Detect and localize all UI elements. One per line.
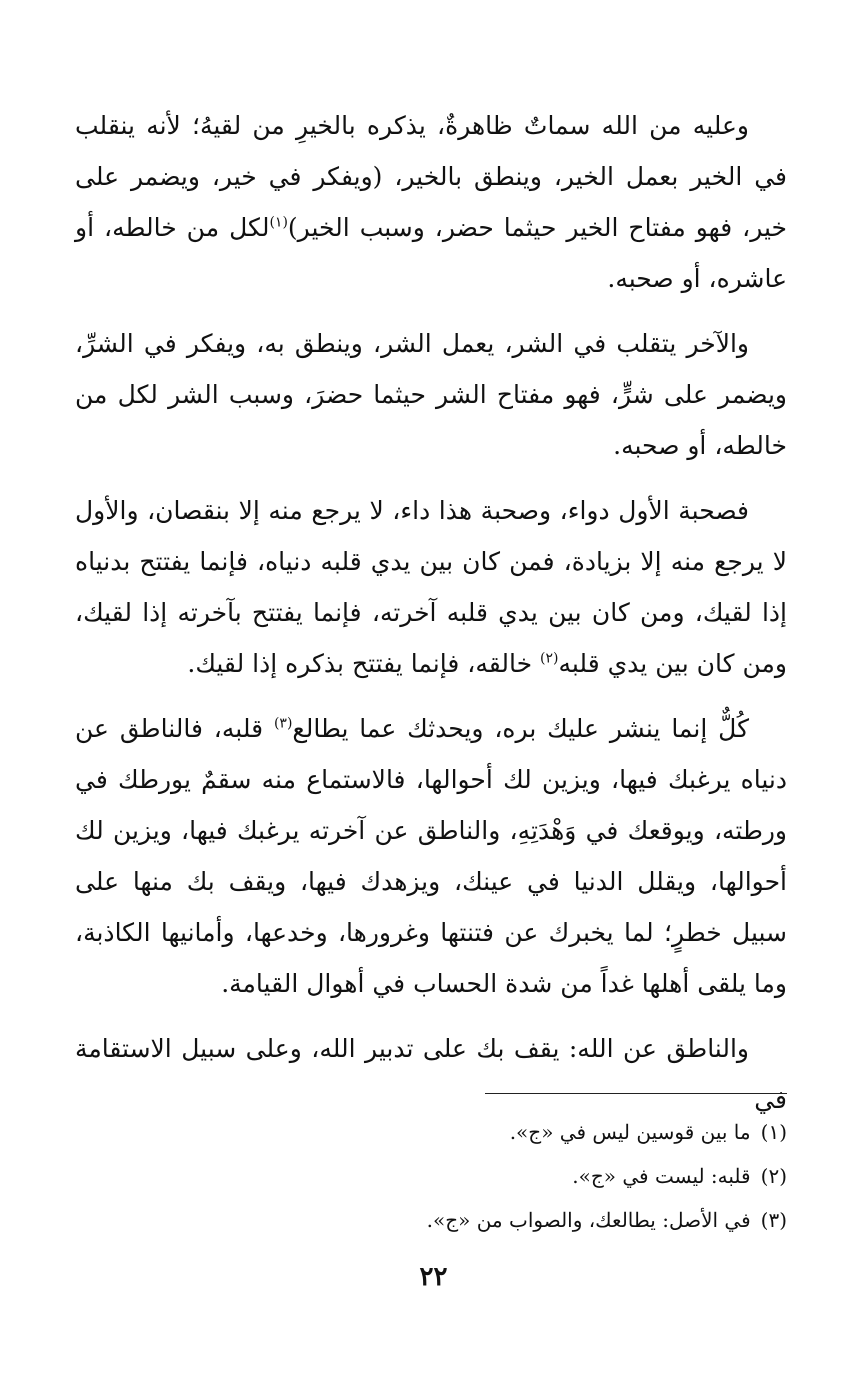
footnote-marker: (٢) [540,650,559,667]
footnote-marker: (٣) [273,715,293,732]
footnote-number: (١) [760,1120,787,1144]
paragraph-text: قلبه، فالناطق عن دنياه يرغبك فيها، ويزين لك أحوالها، فالاستماع منه سقمٌ يورطك في ورطته، ويوقعك في وَهْدَتِهِ، والناطق عن آخرته يرغبك فيها، ويزين لك أحوالها، ويقلل الدنيا في عينك، ويزهدك فيها، ويقف بك منها على سبيل خطرٍ؛ لما يخبرك عن فتنتها وغرورها، وخدعها، وأمانيها الكاذبة، وما يلقى أهلها غداً من شدة الحساب في أهوال القيامة. [75,714,787,998]
page-number: ٢٢ [419,1262,448,1292]
paragraph-text: خالقه، فإنما يفتتح بذكره إذا لقيك. [187,649,541,678]
footnotes [75,1110,787,1242]
footnote-1 [75,1110,787,1154]
paragraph-text: والناطق عن الله: يقف بك على تدبير الله، وعلى سبيل الاستقامة في [75,1034,787,1114]
footnote-marker: (١) [269,214,288,231]
paragraph-1 [75,100,787,304]
footnote-number: (٢) [760,1164,787,1188]
footnote-text: ما بين قوسين ليس في «ج». [509,1120,751,1144]
paragraph-text: فصحبة الأول دواء، وصحبة هذا داء، لا يرجع منه إلا بنقصان، والأول لا يرجع منه إلا بزيادة، فمن كان بين يدي قلبه دنياه، فإنما يفتتح بدنياه إذا لقيك، ومن كان بين يدي قلبه آخرته، فإنما يفتتح بآخرته إذا لقيك، ومن كان بين يدي قلبه [75,496,787,678]
footnote-text: في الأصل: يطالعك، والصواب من «ج». [426,1208,751,1232]
paragraph-text: لكل من خالطه، أو عاشره، أو صحبه. [75,213,787,293]
footnote-3 [75,1198,787,1242]
paragraph-text: وعليه من الله سماتٌ ظاهرةٌ، يذكره بالخيرِ من لقيهُ؛ لأنه ينقلب في الخير بعمل الخير، وينطق بالخير، (ويفكر في خير، ويضمر على خير، فهو مفتاح الخير حيثما حضر، وسبب الخير) [75,111,788,242]
main-text [75,100,787,1139]
footnote-text: قلبه: ليست في «ج». [572,1164,751,1188]
paragraph-text: كُلٌّ إنما ينشر عليك بره، ويحدثك عما يطالع [292,714,750,743]
paragraph-4 [75,703,787,1009]
footnote-2 [75,1154,787,1198]
paragraph-2 [75,318,787,471]
footnote-number: (٣) [760,1208,787,1232]
paragraph-3 [75,485,787,689]
paragraph-text: والآخر يتقلب في الشر، يعمل الشر، وينطق به، ويفكر في الشرِّ، ويضمر على شرٍّ، فهو مفتاح الشر حيثما حضرَ، وسبب الشر لكل من خالطه، أو صحبه. [75,329,787,460]
